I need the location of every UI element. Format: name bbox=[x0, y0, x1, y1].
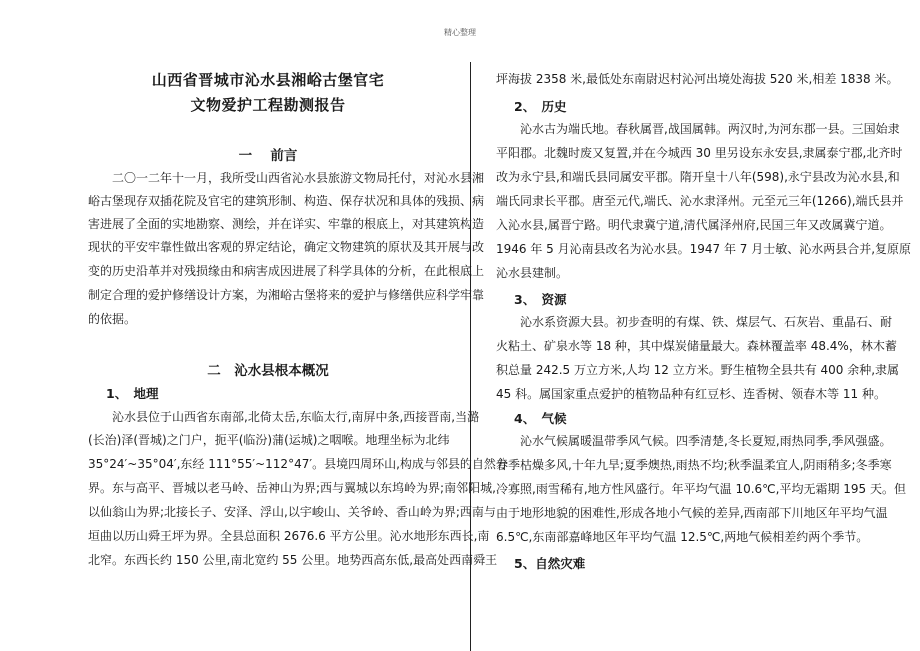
climate-line: 6.5℃,东南部嘉峰地区年平均气温 12.5℃,两地气候相差约两个季节。 bbox=[496, 530, 869, 544]
preface-line: 现状的平安牢靠性做出客观的界定结论，确定文物建筑的原状及其开展与改 bbox=[88, 240, 485, 254]
geography-line: 垣曲以历山舜王坪为界。全县总面积 2676.6 平方公里。沁水地形东西长,南 bbox=[88, 529, 490, 543]
preface-line: 制定合理的爱护修缮设计方案，为湘峪古堡将来的爱护与修缮供应科学牢靠 bbox=[88, 288, 485, 302]
subheading-resources: 3、 资源 bbox=[514, 292, 567, 307]
preface-line: 的依据。 bbox=[88, 312, 137, 326]
document-title-line1: 山西省晋城市沁水县湘峪古堡官宅 bbox=[151, 71, 385, 89]
history-line: 平阳郡。北魏时废又复置,并在今城西 30 里另设东永安县,隶属泰宁郡,北齐时 bbox=[496, 146, 903, 160]
history-line: 端氏同隶长平郡。唐至元代,端氏、沁水隶泽州。元至元三年(1266),端氏县并 bbox=[496, 194, 904, 208]
history-line: 沁水县建制。 bbox=[496, 266, 569, 280]
subheading-climate: 4、 气候 bbox=[514, 411, 567, 426]
climate-line: 沁水气候属暖温带季风气候。四季清楚,冬长夏短,雨热同季,季风强盛。 bbox=[520, 434, 892, 448]
section-heading-overview: 二 沁水县根本概况 bbox=[207, 363, 329, 379]
geography-line: 以仙翁山为界;北接长子、安泽、浮山,以宇峻山、关爷岭、香山岭为界;西南与 bbox=[88, 505, 496, 519]
resources-line: 积总量 242.5 万立方米,人均 12 立方米。野生植物全县共有 400 余种,隶属 bbox=[496, 363, 900, 377]
document-title-line2: 文物爱护工程勘测报告 bbox=[190, 96, 346, 114]
climate-line: 冷寡照,雨雪稀有,地方性风盛行。年平均气温 10.6℃,平均无霜期 195 天。但 bbox=[496, 482, 906, 496]
history-line: 1946 年 5 月沁南县改名为沁水县。1947 年 7 月士敏、沁水两县合并,复原原 bbox=[496, 242, 912, 256]
preface-line: 峪古堡现存双插花院及官宅的建筑形制、构造、保存状况和具体的残损、病 bbox=[88, 194, 485, 208]
geography-continued-line: 坪海拔 2358 米,最低处东南尉迟村沁河出境处海拔 520 米,相差 1838 米。 bbox=[496, 72, 899, 86]
history-line: 改为永宁县,和端氏县同属安平郡。隋开皇十八年(598),永宁县改为沁水县,和 bbox=[496, 170, 900, 184]
climate-line: 由于地形地貌的困难性,形成各地小气候的差异,西南部下川地区年平均气温 bbox=[496, 506, 888, 520]
resources-line: 45 科。属国家重点爱护的植物品种有红豆杉、连香树、领春木等 11 种。 bbox=[496, 387, 886, 401]
subheading-history: 2、 历史 bbox=[514, 99, 567, 114]
preface-line: 变的历史沿革并对残损缘由和病害成因进展了科学具体的分析，在此根底上 bbox=[88, 264, 485, 278]
history-line: 入沁水县,属晋宁路。明代隶冀宁道,清代属泽州府,民国三年又改属冀宁道。 bbox=[496, 218, 892, 232]
geography-line: 界。东与高平、晋城以老马岭、岳神山为界;西与翼城以东坞岭为界;南邻阳城, bbox=[88, 481, 496, 495]
history-line: 沁水古为端氏地。春秋属晋,战国属韩。两汉时,为河东郡一县。三国始隶 bbox=[520, 122, 900, 136]
preface-line: 二〇一二年十一月，我所受山西省沁水县旅游文物局托付，对沁水县湘 bbox=[112, 171, 485, 185]
preface-line: 害进展了全面的实地勘察、测绘，并在详实、牢靠的根底上，对其建筑构造 bbox=[88, 217, 485, 231]
resources-line: 火粘土、矿泉水等 18 种，其中煤炭储量最大。森林覆盖率 48.4%，林木蓄 bbox=[496, 339, 897, 353]
geography-line: 北窄。东西长约 150 公里,南北宽约 55 公里。地势西高东低,最高处西南舜王 bbox=[88, 553, 498, 567]
section-heading-preface: 一 前言 bbox=[238, 148, 298, 164]
subheading-disasters: 5、自然灾难 bbox=[514, 556, 586, 571]
resources-line: 沁水系资源大县。初步查明的有煤、铁、煤层气、石灰岩、重晶石、耐 bbox=[520, 315, 893, 329]
header-watermark: 精心整理 bbox=[444, 28, 476, 37]
subheading-geography: 1、 地理 bbox=[106, 386, 159, 401]
geography-line: (长治)泽(晋城)之门户，扼平(临汾)蒲(运城)之咽喉。地理坐标为北纬 bbox=[88, 433, 450, 447]
geography-line: 35°24′~35°04′,东经 111°55′~112°47′。县境四周环山,构成与邻县的自然分 bbox=[88, 457, 508, 471]
climate-line: 春季枯燥多风,十年九旱;夏季燠热,雨热不均;秋季温柔宜人,阴雨稍多;冬季寒 bbox=[496, 458, 892, 472]
geography-line: 沁水县位于山西省东南部,北倚太岳,东临太行,南屏中条,西接晋南,当潞 bbox=[112, 410, 480, 424]
